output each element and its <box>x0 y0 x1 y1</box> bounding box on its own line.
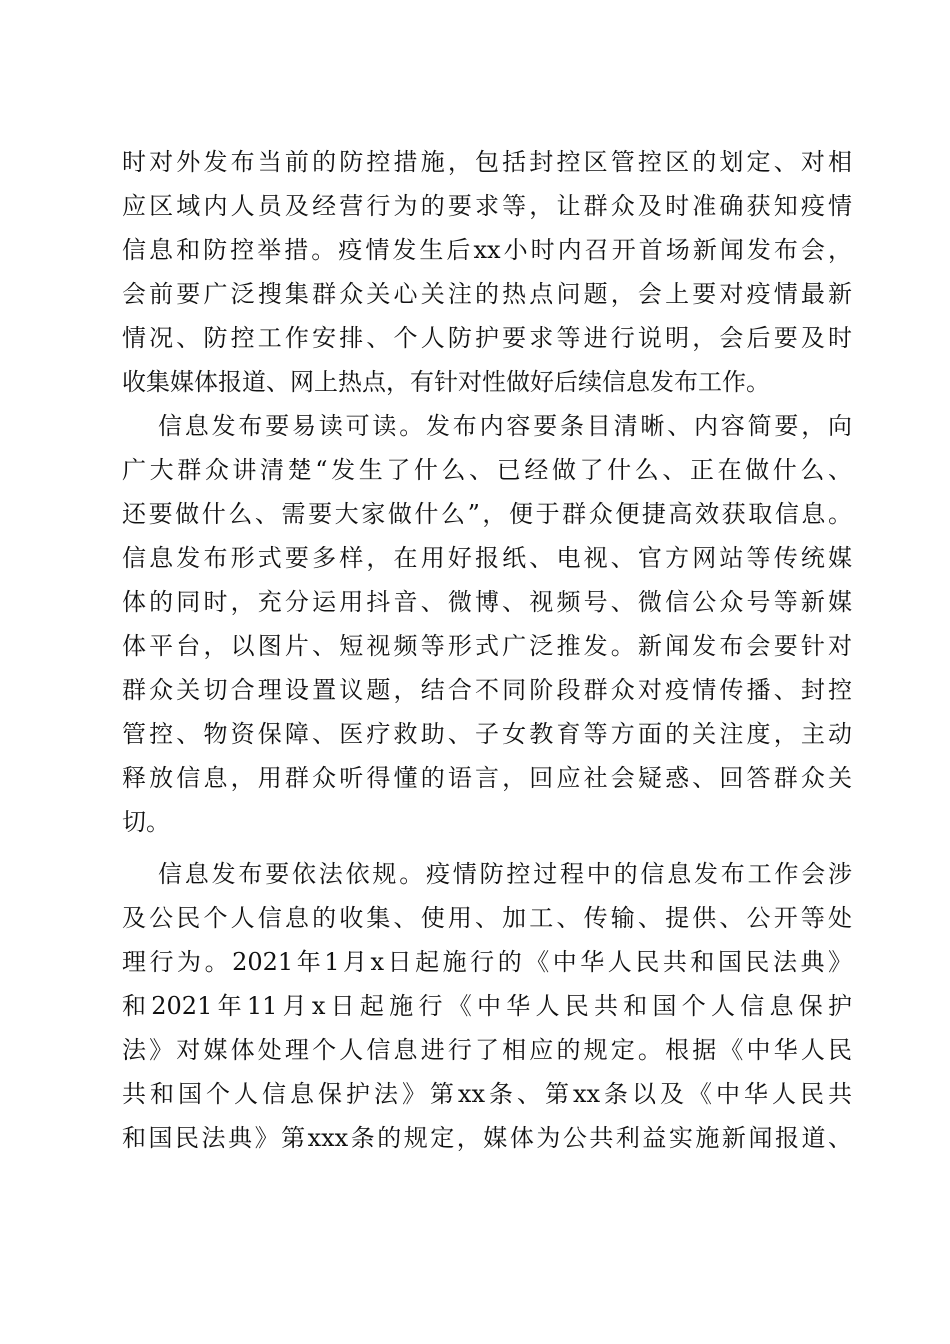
text-line: 和国民法典》第xxx条的规定，媒体为公共利益实施新闻报道、 <box>122 1124 852 1152</box>
text-line: 时对外发布当前的防控措施，包括封控区管控区的划定、对相 <box>122 148 852 176</box>
text-line: 收集媒体报道、网上热点，有针对性做好后续信息发布工作。 <box>122 368 770 396</box>
text-line: 群众关切合理设置议题，结合不同阶段群众对疫情传播、封控 <box>122 676 852 704</box>
text-line: 理行为。2021年1月x日起施行的《中华人民共和国民法典》 <box>122 948 852 976</box>
text-line: 及公民个人信息的收集、使用、加工、传输、提供、公开等处 <box>122 904 852 932</box>
text-line: 管控、物资保障、医疗救助、子女教育等方面的关注度，主动 <box>122 720 852 748</box>
text-line: 信息和防控举措。疫情发生后xx小时内召开首场新闻发布会， <box>122 236 852 264</box>
text-line: 体平台，以图片、短视频等形式广泛推发。新闻发布会要针对 <box>122 632 852 660</box>
paragraph-first-line: 信息发布要易读可读。发布内容要条目清晰、内容简要，向 <box>158 412 852 440</box>
paragraph-first-line: 信息发布要依法依规。疫情防控过程中的信息发布工作会涉 <box>158 860 852 888</box>
text-line: 情况、防控工作安排、个人防护要求等进行说明，会后要及时 <box>122 324 852 352</box>
text-line: 会前要广泛搜集群众关心关注的热点问题，会上要对疫情最新 <box>122 280 852 308</box>
text-line: 信息发布形式要多样，在用好报纸、电视、官方网站等传统媒 <box>122 544 852 572</box>
text-line: 切。 <box>122 808 170 836</box>
text-line: 广大群众讲清楚“发生了什么、已经做了什么、正在做什么、 <box>122 456 852 484</box>
text-line: 还要做什么、需要大家做什么”，便于群众便捷高效获取信息。 <box>122 500 852 528</box>
text-line: 和2021年11月x日起施行《中华人民共和国个人信息保护 <box>122 992 852 1020</box>
text-line: 法》对媒体处理个人信息进行了相应的规定。根据《中华人民 <box>122 1036 852 1064</box>
text-line: 体的同时，充分运用抖音、微博、视频号、微信公众号等新媒 <box>122 588 852 616</box>
text-line: 释放信息，用群众听得懂的语言，回应社会疑惑、回答群众关 <box>122 764 852 792</box>
text-line: 共和国个人信息保护法》第xx条、第xx条以及《中华人民共 <box>122 1080 852 1108</box>
text-line: 应区域内人员及经营行为的要求等，让群众及时准确获知疫情 <box>122 192 852 220</box>
